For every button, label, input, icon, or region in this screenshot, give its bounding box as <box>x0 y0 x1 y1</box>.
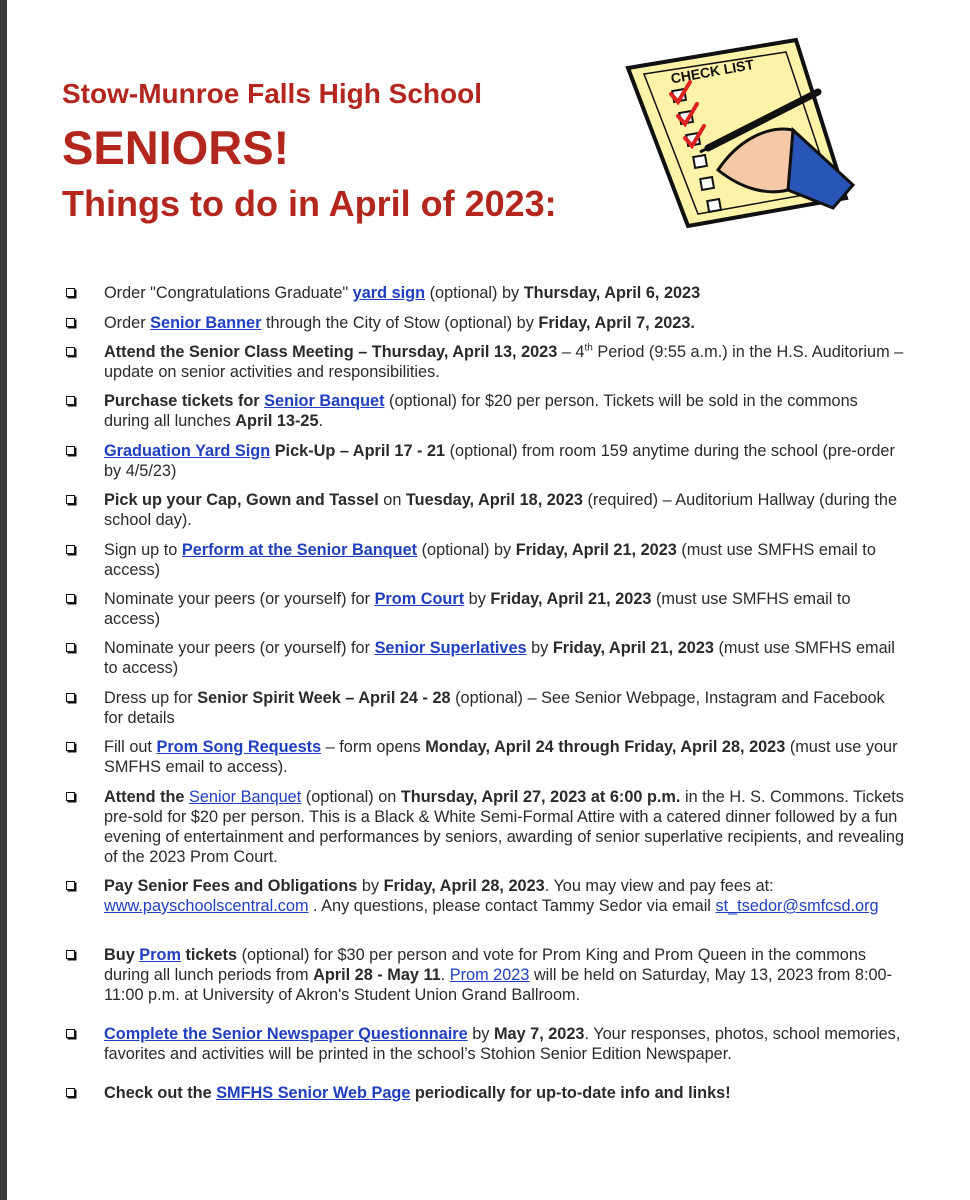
checkbox-icon[interactable] <box>66 495 75 504</box>
checkbox-icon[interactable] <box>66 446 75 455</box>
list-item: Pick up your Cap, Gown and Tassel on Tuesday, April 18, 2023 (required) – Auditorium Hallway (during the school day). <box>66 490 906 530</box>
prom-2023-link[interactable]: Prom 2023 <box>449 966 530 984</box>
checkbox-icon[interactable] <box>66 594 75 603</box>
seniors-heading: SENIORS! <box>62 121 290 174</box>
header <box>62 76 557 226</box>
checklist-clipboard-icon <box>618 30 858 230</box>
clipboard-label: CHECK LIST <box>669 56 756 87</box>
list-item: Nominate your peers (or yourself) for Prom Court by Friday, April 21, 2023 (must use SMFHS email to access) <box>66 589 906 629</box>
checkbox-icon[interactable] <box>66 950 75 959</box>
checkbox-icon[interactable] <box>66 396 75 405</box>
list-item: Order Senior Banner through the City of Stow (optional) by Friday, April 7, 2023. <box>66 313 906 333</box>
list-item: Sign up to Perform at the Senior Banquet (optional) by Friday, April 21, 2023 (must use SMFHS email to access) <box>66 540 906 580</box>
list-item: Pay Senior Fees and Obligations by Friday, April 28, 2023. You may view and pay fees at: www.payschoolscentral.com . Any questions, please contact Tammy Sedor via email st_tsedor@smfcsd.org <box>66 876 906 916</box>
yard-sign-link[interactable]: yard sign <box>352 284 426 302</box>
senior-superlatives-link[interactable]: Senior Superlatives <box>374 639 527 657</box>
checkbox-icon[interactable] <box>66 318 75 327</box>
school-name: Stow-Munroe Falls High School <box>62 78 482 109</box>
list-item: Purchase tickets for Senior Banquet (optional) for $20 per person. Tickets will be sold in the commons during all lunches April 13-25. <box>66 391 906 431</box>
checkbox-icon[interactable] <box>66 792 75 801</box>
senior-banquet-link-2[interactable]: Senior Banquet <box>189 788 302 806</box>
payschoolscentral-link[interactable]: www.payschoolscentral.com <box>104 897 309 915</box>
checkbox-icon[interactable] <box>66 881 75 890</box>
checkbox-icon[interactable] <box>66 288 75 297</box>
checkbox-icon[interactable] <box>66 347 75 356</box>
checkbox-icon[interactable] <box>66 643 75 652</box>
checkbox-icon[interactable] <box>66 693 75 702</box>
prom-court-link[interactable]: Prom Court <box>374 590 465 608</box>
checkbox-icon[interactable] <box>66 1088 75 1097</box>
senior-banner-link[interactable]: Senior Banner <box>150 314 262 332</box>
senior-banquet-link[interactable]: Senior Banquet <box>264 392 385 410</box>
senior-web-page-link[interactable]: SMFHS Senior Web Page <box>216 1084 411 1102</box>
page-edge <box>0 0 7 1200</box>
list-item: Check out the SMFHS Senior Web Page periodically for up-to-date info and links! <box>66 1083 906 1103</box>
prom-link[interactable]: Prom <box>139 946 181 964</box>
list-item: Attend the Senior Class Meeting – Thursday, April 13, 2023 – 4th Period (9:55 a.m.) in the H.S. Auditorium – update on senior activities and responsibilities. <box>66 342 906 382</box>
checkbox-icon[interactable] <box>66 742 75 751</box>
newspaper-questionnaire-link[interactable]: Complete the Senior Newspaper Questionnaire <box>104 1025 468 1043</box>
checkbox-icon[interactable] <box>66 545 75 554</box>
checkbox-icon[interactable] <box>66 1029 75 1038</box>
prom-song-requests-link[interactable]: Prom Song Requests <box>156 738 322 756</box>
list-item: Complete the Senior Newspaper Questionnaire by May 7, 2023. Your responses, photos, school memories, favorites and activities will be printed in the school’s Stohion Senior Edition Newspaper. <box>66 1024 906 1064</box>
graduation-yard-sign-link[interactable]: Graduation Yard Sign <box>104 442 271 460</box>
list-item: Graduation Yard Sign Pick-Up – April 17 - 21 (optional) from room 159 anytime during the school (pre-order by 4/5/23) <box>66 441 906 481</box>
list-item: Nominate your peers (or yourself) for Senior Superlatives by Friday, April 21, 2023 (must use SMFHS email to access) <box>66 638 906 678</box>
list-item: Fill out Prom Song Requests – form opens Monday, April 24 through Friday, April 28, 2023 (must use your SMFHS email to access). <box>66 737 906 777</box>
perform-at-banquet-link[interactable]: Perform at the Senior Banquet <box>181 541 418 559</box>
list-item: Dress up for Senior Spirit Week – April 24 - 28 (optional) – See Senior Webpage, Instagram and Facebook for details <box>66 688 906 728</box>
list-item: Order "Congratulations Graduate" yard sign (optional) by Thursday, April 6, 2023 <box>66 283 906 303</box>
list-item: Attend the Senior Banquet (optional) on Thursday, April 27, 2023 at 6:00 p.m. in the H. S. Commons. Tickets pre-sold for $20 per person. This is a Black & White Semi-Formal Attire with a catered dinner followed by a fun evening of entertainment and performances by seniors, awarding of senior superlative recipients, and revealing of the 2023 Prom Court. <box>66 787 906 867</box>
page-title: Things to do in April of 2023: <box>62 183 557 224</box>
list-item: Buy Prom tickets (optional) for $30 per person and vote for Prom King and Prom Queen in the commons during all lunch periods from April 28 - May 11. Prom 2023 will be held on Saturday, May 13, 2023 from 8:00-11:00 p.m. at University of Akron's Student Union Grand Ballroom. <box>66 945 906 1005</box>
email-link[interactable]: st_tsedor@smfcsd.org <box>715 897 879 915</box>
